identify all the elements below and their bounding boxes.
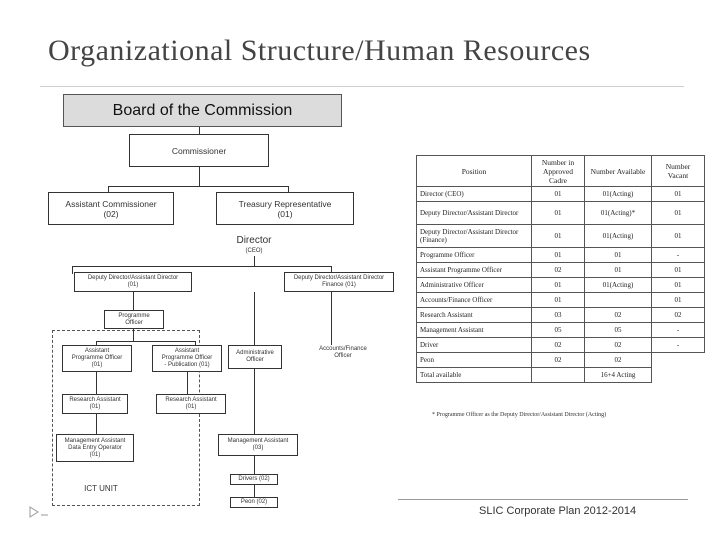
cell-approved: 01 bbox=[532, 187, 585, 202]
cell-vacant: 02 bbox=[652, 308, 705, 323]
connector bbox=[187, 372, 188, 394]
cell-available: 01 bbox=[585, 248, 652, 263]
column-header: Number Vacant bbox=[652, 156, 705, 187]
cell-position: Peon bbox=[417, 353, 532, 368]
cell-position: Driver bbox=[417, 338, 532, 353]
table-row bbox=[417, 202, 705, 225]
connector bbox=[254, 256, 255, 266]
mgmt-assistant-count: (03) bbox=[252, 445, 264, 451]
cell-available bbox=[585, 293, 652, 308]
ict-unit-label: ICT UNIT bbox=[84, 484, 118, 493]
research-assistant-1-count: (01) bbox=[89, 404, 101, 410]
mgmt-assistant-data-count: (01) bbox=[89, 451, 101, 458]
cell-available: 02 bbox=[585, 308, 652, 323]
programme-officer-title: Programme bbox=[118, 312, 150, 319]
research-assistant-1-box bbox=[62, 394, 128, 414]
asst-programme-officer-pub-line2: Programme Officer bbox=[161, 355, 213, 361]
deputy-director-finance-count: Finance (01) bbox=[322, 282, 356, 288]
slide-marker-icon bbox=[28, 505, 50, 519]
deputy-director-finance-box bbox=[284, 272, 394, 292]
cell-position: Administrative Officer bbox=[417, 278, 532, 293]
connector bbox=[199, 127, 200, 134]
table-row bbox=[417, 353, 705, 368]
cell-position: Programme Officer bbox=[417, 248, 532, 263]
connector bbox=[331, 292, 332, 345]
cell-available: 01(Acting) bbox=[585, 225, 652, 248]
programme-officer-box bbox=[104, 310, 164, 329]
deputy-director-admin-count: (01) bbox=[127, 282, 139, 288]
asst-programme-officer-count: (01) bbox=[91, 362, 103, 368]
footer-text: SLIC Corporate Plan 2012-2014 bbox=[479, 505, 637, 517]
deputy-director-admin-box bbox=[74, 272, 192, 292]
cell-available: 01 bbox=[585, 263, 652, 278]
cell-approved: 01 bbox=[532, 202, 585, 225]
board-label: Board of the Commission bbox=[112, 101, 293, 119]
cell-position: Management Assistant bbox=[417, 323, 532, 338]
accounts-finance-officer-line2: Officer bbox=[334, 353, 352, 359]
accounts-finance-officer-node bbox=[312, 346, 374, 360]
cell-approved: 01 bbox=[532, 225, 585, 248]
cell-vacant: 01 bbox=[652, 293, 705, 308]
director-title: Director bbox=[236, 235, 272, 246]
table-row bbox=[417, 278, 705, 293]
column-header: Number Available bbox=[585, 156, 652, 187]
board-box bbox=[63, 94, 342, 127]
peon-label: Peon (02) bbox=[240, 499, 268, 505]
table-row bbox=[417, 308, 705, 323]
connector bbox=[133, 292, 134, 310]
deputy-director-admin-title: Deputy Director/Assistant Director bbox=[87, 275, 179, 281]
cell-vacant: 01 bbox=[652, 225, 705, 248]
cell-vacant: 01 bbox=[652, 187, 705, 202]
table-row bbox=[417, 248, 705, 263]
director-count: (CEO) bbox=[245, 248, 263, 254]
staff-table bbox=[416, 155, 705, 383]
cell-approved: 05 bbox=[532, 323, 585, 338]
cell-vacant: 01 bbox=[652, 202, 705, 225]
connector bbox=[199, 167, 200, 186]
cell-available: 01(Acting)* bbox=[585, 202, 652, 225]
cell-vacant bbox=[652, 368, 705, 383]
connector bbox=[72, 266, 73, 274]
table-row bbox=[417, 293, 705, 308]
deputy-director-finance-title: Deputy Director/Assistant Director bbox=[293, 275, 385, 281]
connector bbox=[254, 369, 255, 434]
table-header-row bbox=[417, 156, 705, 187]
connector bbox=[96, 372, 97, 394]
assistant-commissioner-box bbox=[48, 192, 174, 225]
cell-vacant: - bbox=[652, 323, 705, 338]
drivers-label: Drivers (02) bbox=[238, 476, 270, 482]
commissioner-label: Commissioner bbox=[171, 145, 227, 156]
mgmt-assistant-data-entry-box bbox=[56, 434, 134, 462]
cell-available: 02 bbox=[585, 338, 652, 353]
connector bbox=[254, 456, 255, 474]
administrative-officer-box bbox=[228, 345, 282, 369]
cell-approved: 01 bbox=[532, 278, 585, 293]
cell-approved: 01 bbox=[532, 293, 585, 308]
cell-available: 01(Acting) bbox=[585, 187, 652, 202]
cell-position: Accounts/Finance Officer bbox=[417, 293, 532, 308]
connector bbox=[254, 485, 255, 497]
cell-available: 16+4 Acting bbox=[585, 368, 652, 383]
cell-vacant: 01 bbox=[652, 278, 705, 293]
drivers-box bbox=[230, 474, 278, 485]
cell-position: Deputy Director/Assistant Director (Finance) bbox=[417, 225, 532, 248]
research-assistant-2-box bbox=[156, 394, 226, 414]
programme-officer-line2: Officer bbox=[125, 319, 143, 326]
cell-available: 05 bbox=[585, 323, 652, 338]
cell-vacant: 01 bbox=[652, 263, 705, 278]
mgmt-assistant-data-line2: Data Entry Operator bbox=[68, 444, 122, 451]
cell-approved: 02 bbox=[532, 353, 585, 368]
research-assistant-2-count: (01) bbox=[185, 404, 197, 410]
slide-title: Organizational Structure/Human Resources bbox=[48, 34, 591, 67]
cell-available: 01(Acting) bbox=[585, 278, 652, 293]
cell-vacant: - bbox=[652, 338, 705, 353]
connector bbox=[133, 329, 134, 341]
administrative-officer-line2: Officer bbox=[246, 357, 264, 363]
asst-programme-officer-pub-line3: - Publication (01) bbox=[164, 362, 210, 368]
cell-vacant: - bbox=[652, 248, 705, 263]
cell-position: Assistant Programme Officer bbox=[417, 263, 532, 278]
asst-programme-officer-publication-box bbox=[152, 345, 222, 372]
asst-programme-officer-pub-title: Assistant bbox=[174, 348, 200, 354]
cell-position: Deputy Director/Assistant Director bbox=[417, 202, 532, 225]
cell-position: Director (CEO) bbox=[417, 187, 532, 202]
mgmt-assistant-box bbox=[218, 434, 298, 456]
footer-divider bbox=[398, 499, 688, 500]
table-row bbox=[417, 225, 705, 248]
table-row bbox=[417, 323, 705, 338]
cell-position: Research Assistant bbox=[417, 308, 532, 323]
cell-available: 02 bbox=[585, 353, 652, 368]
asst-programme-officer-title: Assistant bbox=[84, 348, 110, 354]
asst-programme-officer-line2: Programme Officer bbox=[71, 355, 123, 361]
asst-programme-officer-box bbox=[62, 345, 132, 372]
commissioner-box bbox=[129, 134, 269, 167]
cell-vacant bbox=[652, 353, 705, 368]
assistant-commissioner-title: Assistant Commissioner bbox=[65, 198, 157, 209]
mgmt-assistant-data-title: Management Assistant bbox=[64, 437, 126, 444]
connector bbox=[96, 341, 196, 342]
treasury-representative-title: Treasury Representative bbox=[238, 198, 332, 209]
treasury-representative-count: (01) bbox=[277, 208, 293, 219]
research-assistant-1-title: Research Assistant bbox=[69, 397, 121, 403]
table-row bbox=[417, 263, 705, 278]
cell-approved: 03 bbox=[532, 308, 585, 323]
table-footnote: * Programme Officer as the Deputy Director/Assistant Director (Acting) bbox=[432, 412, 607, 418]
connector bbox=[254, 292, 255, 345]
cell-position: Total available bbox=[417, 368, 532, 383]
cell-approved bbox=[532, 368, 585, 383]
administrative-officer-title: Administrative bbox=[236, 350, 274, 356]
table-row bbox=[417, 338, 705, 353]
column-header: Position bbox=[417, 156, 532, 187]
cell-approved: 01 bbox=[532, 248, 585, 263]
column-header: Number in Approved Cadre bbox=[532, 156, 585, 187]
accounts-finance-officer-title: Accounts/Finance bbox=[319, 346, 367, 352]
connector bbox=[72, 266, 332, 267]
research-assistant-2-title: Research Assistant bbox=[165, 397, 217, 403]
cell-approved: 02 bbox=[532, 263, 585, 278]
assistant-commissioner-count: (02) bbox=[103, 208, 119, 219]
mgmt-assistant-title: Management Assistant bbox=[227, 438, 289, 444]
cell-approved: 02 bbox=[532, 338, 585, 353]
treasury-representative-box bbox=[216, 192, 354, 225]
director-node bbox=[226, 235, 282, 257]
table-row bbox=[417, 187, 705, 202]
peon-box bbox=[230, 497, 278, 508]
table-row bbox=[417, 368, 705, 383]
connector bbox=[108, 186, 289, 187]
connector bbox=[96, 414, 97, 434]
